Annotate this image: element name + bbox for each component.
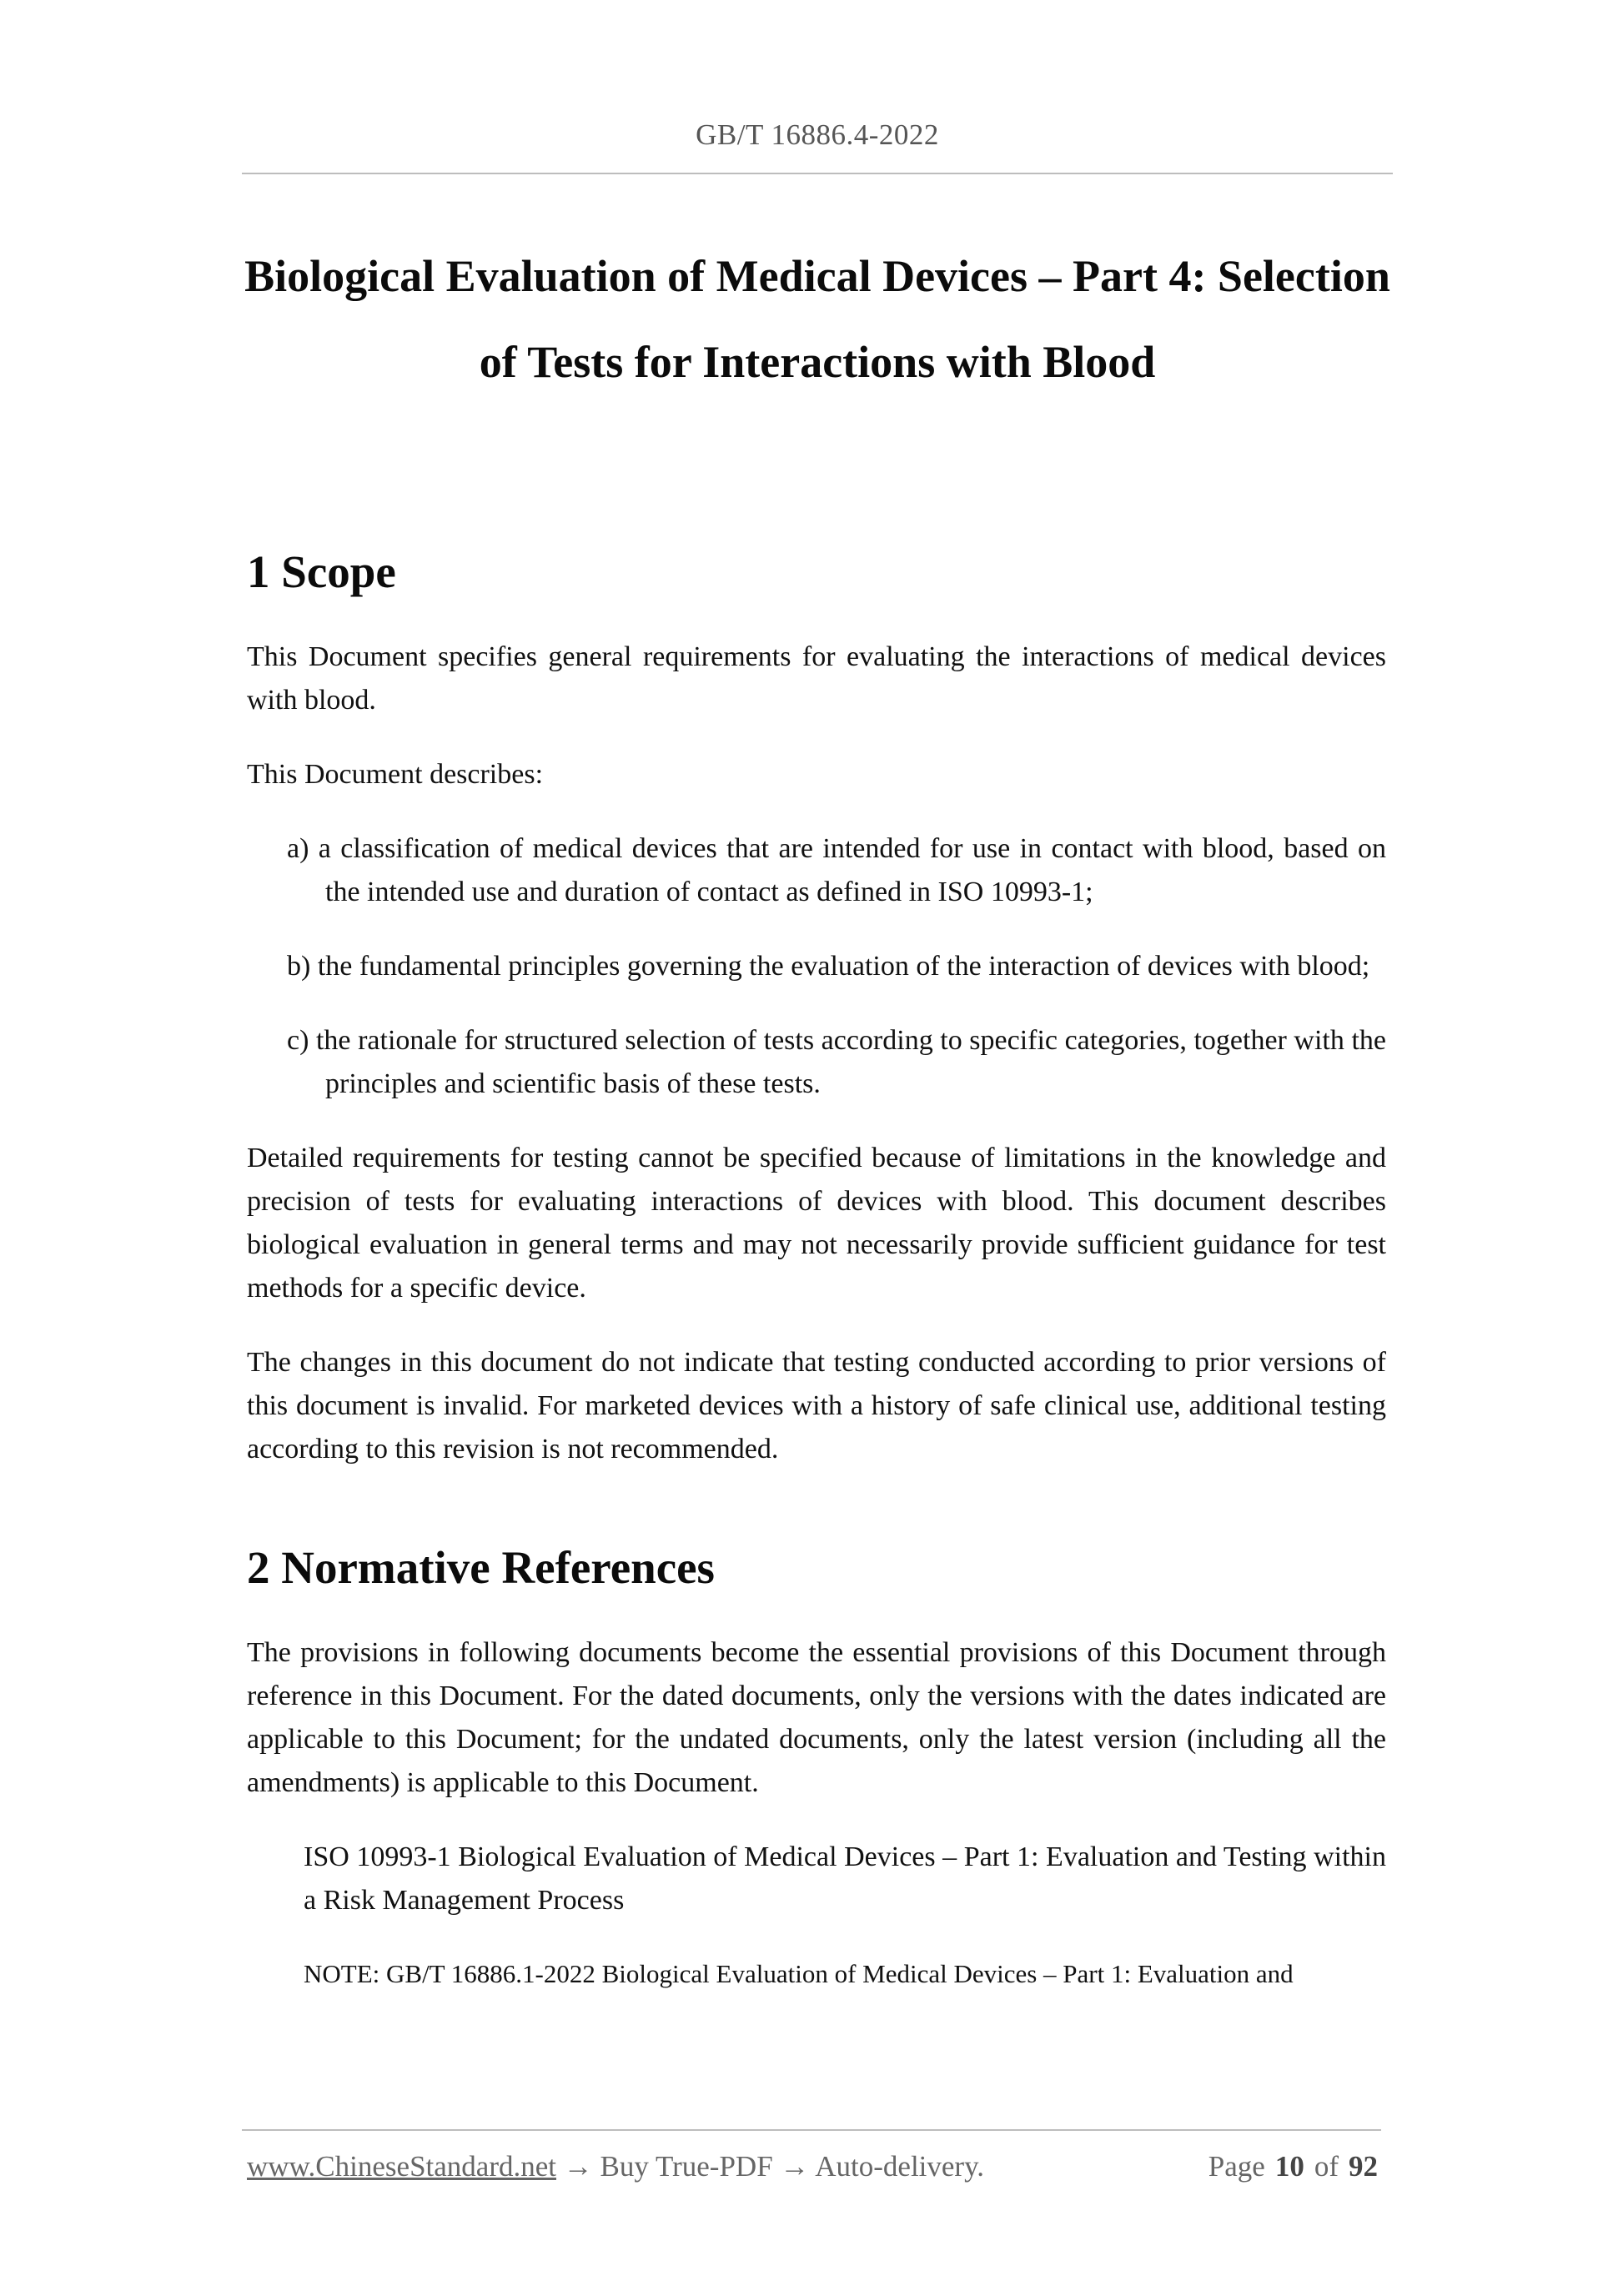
page-total: 92: [1349, 2150, 1378, 2183]
normative-reference-iso-10993-1: ISO 10993-1 Biological Evaluation of Medical Devices – Part 1: Evaluation and Testing within a Risk Management Process: [304, 1841, 1386, 1916]
scope-paragraph-2: This Document describes:: [247, 759, 544, 790]
scope-paragraph-3: Detailed requirements for testing cannot be specified because of limitations in the knowledge and precision of tests for evaluating interactions of devices with blood. This document describes biological evaluation in general terms and may not necessarily provide sufficient guidance for test methods for a specific device.: [247, 1143, 1386, 1304]
normative-references-heading: 2 Normative References: [247, 1542, 715, 1593]
running-header: GB/T 16886.4-2022: [696, 118, 939, 151]
scope-paragraph-4: The changes in this document do not indicate that testing conducted according to prior versions of this document is invalid. For marketed devices with a history of safe clinical use, additional testing according to this revision is not recommended.: [247, 1347, 1386, 1465]
document-body: [247, 542, 1386, 1995]
page-current: 10: [1274, 2150, 1304, 2183]
buy-true-pdf-text: Buy True-PDF: [600, 2150, 773, 2183]
document-title-line-1: Biological Evaluation of Medical Devices – Part 4: Selection: [244, 251, 1390, 301]
document-title: [200, 234, 1435, 405]
normative-paragraph-1: The provisions in following documents become the essential provisions of this Document through reference in this Document. For the dated documents, only the versions with the dates indicated are applicable to this Document; for the undated documents, only the latest version (including all the amendments) is applicable to this Document.: [247, 1637, 1386, 1798]
page-of-label: of: [1314, 2150, 1339, 2183]
footer-promo: [247, 2150, 984, 2183]
normative-note: NOTE: GB/T 16886.1-2022 Biological Evaluation of Medical Devices – Part 1: Evaluation and: [304, 1959, 1294, 1988]
arrow-right-icon: →: [563, 2150, 593, 2183]
page-label: Page: [1208, 2150, 1265, 2183]
scope-list-item-c: c) the rationale for structured selection of tests according to specific categories, together with the principles and scientific basis of these tests.: [287, 1025, 1386, 1099]
scope-heading: 1 Scope: [247, 546, 396, 597]
scope-list-item-b: b) the fundamental principles governing the evaluation of the interaction of devices with blood;: [287, 951, 1370, 982]
scope-paragraph-1: This Document specifies general requirements for evaluating the interactions of medical devices with blood.: [247, 641, 1386, 716]
header-divider: [242, 173, 1393, 174]
website-link[interactable]: www.ChineseStandard.net: [247, 2150, 556, 2183]
page-footer: [247, 2150, 1378, 2183]
scope-list-item-a: a) a classification of medical devices that are intended for use in contact with blood, based on the intended use and duration of contact as defined in ISO 10993-1;: [287, 833, 1386, 907]
arrow-right-icon: →: [780, 2150, 810, 2183]
auto-delivery-text: Auto-delivery.: [815, 2150, 985, 2183]
footer-divider: [242, 2129, 1381, 2131]
document-title-line-2: of Tests for Interactions with Blood: [479, 337, 1156, 387]
page-number: [1208, 2150, 1378, 2183]
